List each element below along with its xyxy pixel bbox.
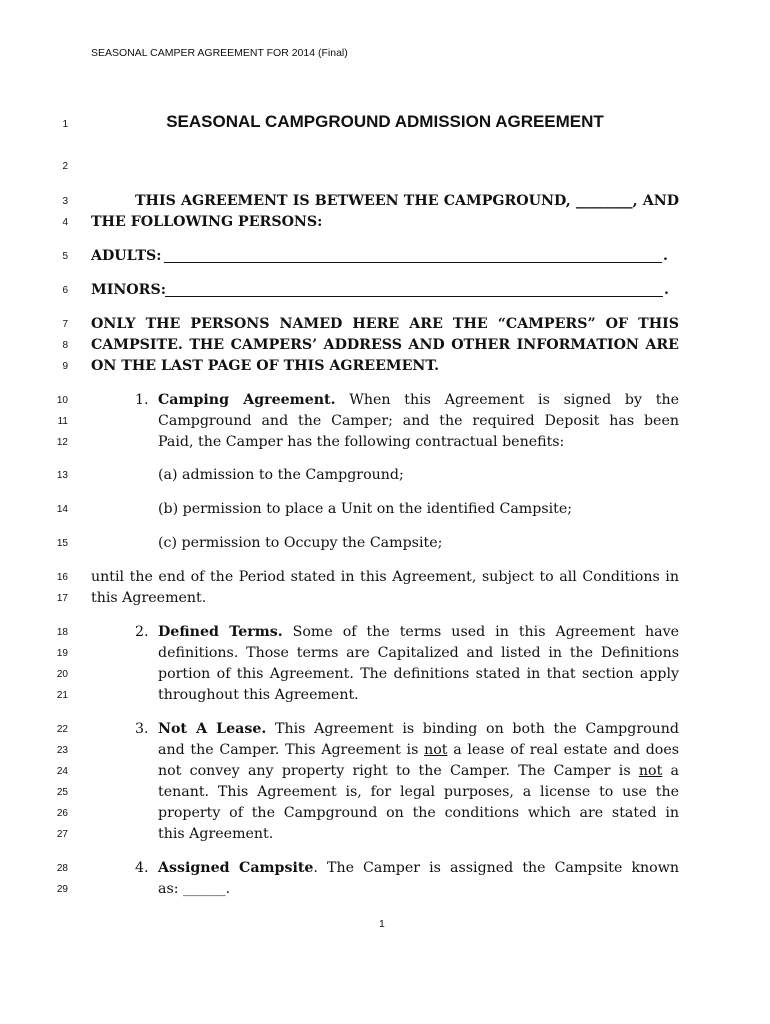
minors-field-end: . xyxy=(664,282,669,298)
intro-line-1: THIS AGREEMENT IS BETWEEN THE CAMPGROUND, ________, AND xyxy=(135,193,679,209)
section-3-line-3: not convey any property right to the Camper. The Camper is not a xyxy=(158,763,680,779)
section-3-line-4: tenant. This Agreement is, for legal purposes, a license to use the xyxy=(158,784,679,800)
section-2-line-2: definitions. Those terms are Capitalized and listed in the Definitions xyxy=(158,645,679,661)
line-number: 25 xyxy=(56,787,68,798)
section-2-heading: Defined Terms. xyxy=(158,624,283,640)
line-number: 24 xyxy=(56,766,68,777)
section-4-line-2: as: ______. xyxy=(158,881,231,897)
line-number: 29 xyxy=(56,884,68,895)
section-1-line-2: Campground and the Camper; and the required Deposit has been xyxy=(158,413,679,429)
benefit-b: (b) permission to place a Unit on the identified Campsite; xyxy=(158,501,573,517)
section-3-line-2: and the Camper. This Agreement is not a lease of real estate and does xyxy=(158,742,679,758)
section-3-line-1: Not A Lease. This Agreement is binding on both the Campground xyxy=(158,721,680,737)
line-number: 10 xyxy=(56,395,68,406)
line-number: 21 xyxy=(56,690,68,701)
section-1-line-3: Paid, the Camper has the following contractual benefits: xyxy=(158,434,565,450)
notice-line-2: CAMPSITE. THE CAMPERS’ ADDRESS AND OTHER INFORMATION ARE xyxy=(91,337,679,353)
adults-field-end: . xyxy=(663,248,668,264)
minors-field[interactable] xyxy=(165,296,663,297)
page-number: 1 xyxy=(379,918,385,930)
until-line-1: until the end of the Period stated in this Agreement, subject to all Conditions in xyxy=(91,569,679,585)
section-2-line-1: Defined Terms. Some of the terms used in this Agreement have xyxy=(158,624,680,640)
line-number: 2 xyxy=(62,161,68,172)
line-number: 4 xyxy=(62,217,68,228)
section-1-number: 1. xyxy=(135,392,149,408)
line-number: 23 xyxy=(56,745,68,756)
line-number: 12 xyxy=(56,437,68,448)
emphasis-not: not xyxy=(638,763,663,779)
section-1-line-1: Camping Agreement. When this Agreement is signed by the xyxy=(158,392,679,408)
section-4-number: 4. xyxy=(135,860,149,876)
section-2-line-3: portion of this Agreement. The definitions stated in that section apply xyxy=(158,666,679,682)
line-number: 26 xyxy=(56,808,68,819)
adults-label: ADULTS: xyxy=(91,248,162,264)
notice-line-3: ON THE LAST PAGE OF THIS AGREEMENT. xyxy=(91,358,440,374)
line-number: 3 xyxy=(62,196,68,207)
line-number: 11 xyxy=(57,416,68,427)
section-3-heading: Not A Lease. xyxy=(158,721,267,737)
line-number: 14 xyxy=(56,504,68,515)
line-number: 18 xyxy=(56,627,68,638)
running-header: SEASONAL CAMPER AGREEMENT FOR 2014 (Final) xyxy=(91,47,348,59)
document-title: SEASONAL CAMPGROUND ADMISSION AGREEMENT xyxy=(166,112,604,131)
line-number: 9 xyxy=(62,361,68,372)
emphasis-not: not xyxy=(424,742,448,758)
section-3-number: 3. xyxy=(135,721,149,737)
section-2-number: 2. xyxy=(135,624,149,640)
line-number: 5 xyxy=(62,251,68,262)
line-number: 1 xyxy=(62,119,68,130)
notice-line-1: ONLY THE PERSONS NAMED HERE ARE THE “CAMPERS” OF THIS xyxy=(91,316,679,332)
line-number: 13 xyxy=(56,470,68,481)
line-number: 19 xyxy=(56,648,68,659)
until-line-2: this Agreement. xyxy=(91,590,207,606)
line-number: 15 xyxy=(56,538,68,549)
minors-label: MINORS: xyxy=(91,282,166,298)
line-number: 8 xyxy=(62,340,68,351)
section-3-line-5: property of the Campground on the conditions which are stated in xyxy=(158,805,679,821)
benefit-a: (a) admission to the Campground; xyxy=(158,467,404,483)
line-number: 22 xyxy=(56,724,68,735)
section-3-line-6: this Agreement. xyxy=(158,826,274,842)
line-number: 6 xyxy=(62,285,68,296)
section-4-heading: Assigned Campsite xyxy=(158,860,314,876)
line-number: 16 xyxy=(56,572,68,583)
line-number: 20 xyxy=(56,669,68,680)
section-2-line-4: throughout this Agreement. xyxy=(158,687,359,703)
adults-field[interactable] xyxy=(164,262,662,263)
line-number: 28 xyxy=(56,863,68,874)
intro-line-2: THE FOLLOWING PERSONS: xyxy=(91,214,323,230)
benefit-c: (c) permission to Occupy the Campsite; xyxy=(158,535,443,551)
line-number: 27 xyxy=(56,829,68,840)
line-number: 17 xyxy=(56,593,68,604)
line-number: 7 xyxy=(62,319,68,330)
section-1-heading: Camping Agreement. xyxy=(158,392,336,408)
section-4-line-1: Assigned Campsite. The Camper is assigned the Campsite known xyxy=(158,860,679,876)
